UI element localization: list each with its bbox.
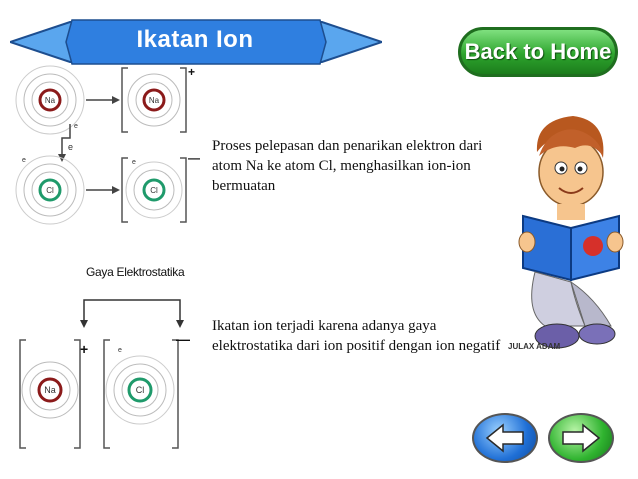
na-bottom-symbol: Na — [44, 385, 56, 395]
back-to-home-button[interactable]: Back to Home — [458, 27, 618, 77]
explanation-paragraph-2: Ikatan ion terjadi karena adanya gaya elektrostatika dari ion positif dengan ion negatif — [212, 318, 501, 354]
minus-charge: — — [188, 151, 200, 165]
page-title: Ikatan Ion — [136, 26, 254, 53]
cl-ion-bottom — [104, 331, 190, 448]
electron-label-top: e — [74, 123, 78, 130]
na-ion — [122, 65, 195, 132]
na-ion-bottom — [20, 340, 88, 448]
cl-ion-symbol: Cl — [150, 186, 158, 195]
reading-boy-illustration — [515, 112, 630, 362]
electron-transfer-diagram — [12, 62, 202, 242]
electron-superscript: e — [22, 157, 26, 164]
electrostatic-diagram — [14, 278, 194, 458]
cl-symbol: Cl — [46, 186, 54, 195]
cl-ion — [122, 151, 200, 222]
illustration-watermark: JULAX ADAM — [508, 342, 561, 351]
next-button[interactable] — [548, 413, 614, 463]
previous-button[interactable] — [472, 413, 538, 463]
plus-charge-bottom: + — [80, 341, 89, 357]
minus-charge-bottom: — — [176, 331, 190, 347]
plus-charge: + — [188, 65, 196, 79]
cl-electron-superscript: e — [132, 159, 136, 166]
na-symbol: Na — [44, 96, 56, 105]
cl-atom-before — [16, 156, 84, 224]
explanation-paragraph-1: Proses pelepasan dan penarikan elektron dari atom Na ke atom Cl, menghasilkan ion-ion bermuatan — [212, 138, 483, 194]
electron-label: e — [68, 142, 74, 152]
arrow-left-icon — [485, 423, 525, 453]
cl-bottom-electron: e — [118, 347, 122, 354]
na-ion-symbol: Na — [148, 96, 160, 105]
cl-bottom-symbol: Cl — [135, 385, 145, 395]
electrostatic-force-label: Gaya Elektrostatika — [86, 265, 185, 279]
arrow-right-icon — [561, 423, 601, 453]
